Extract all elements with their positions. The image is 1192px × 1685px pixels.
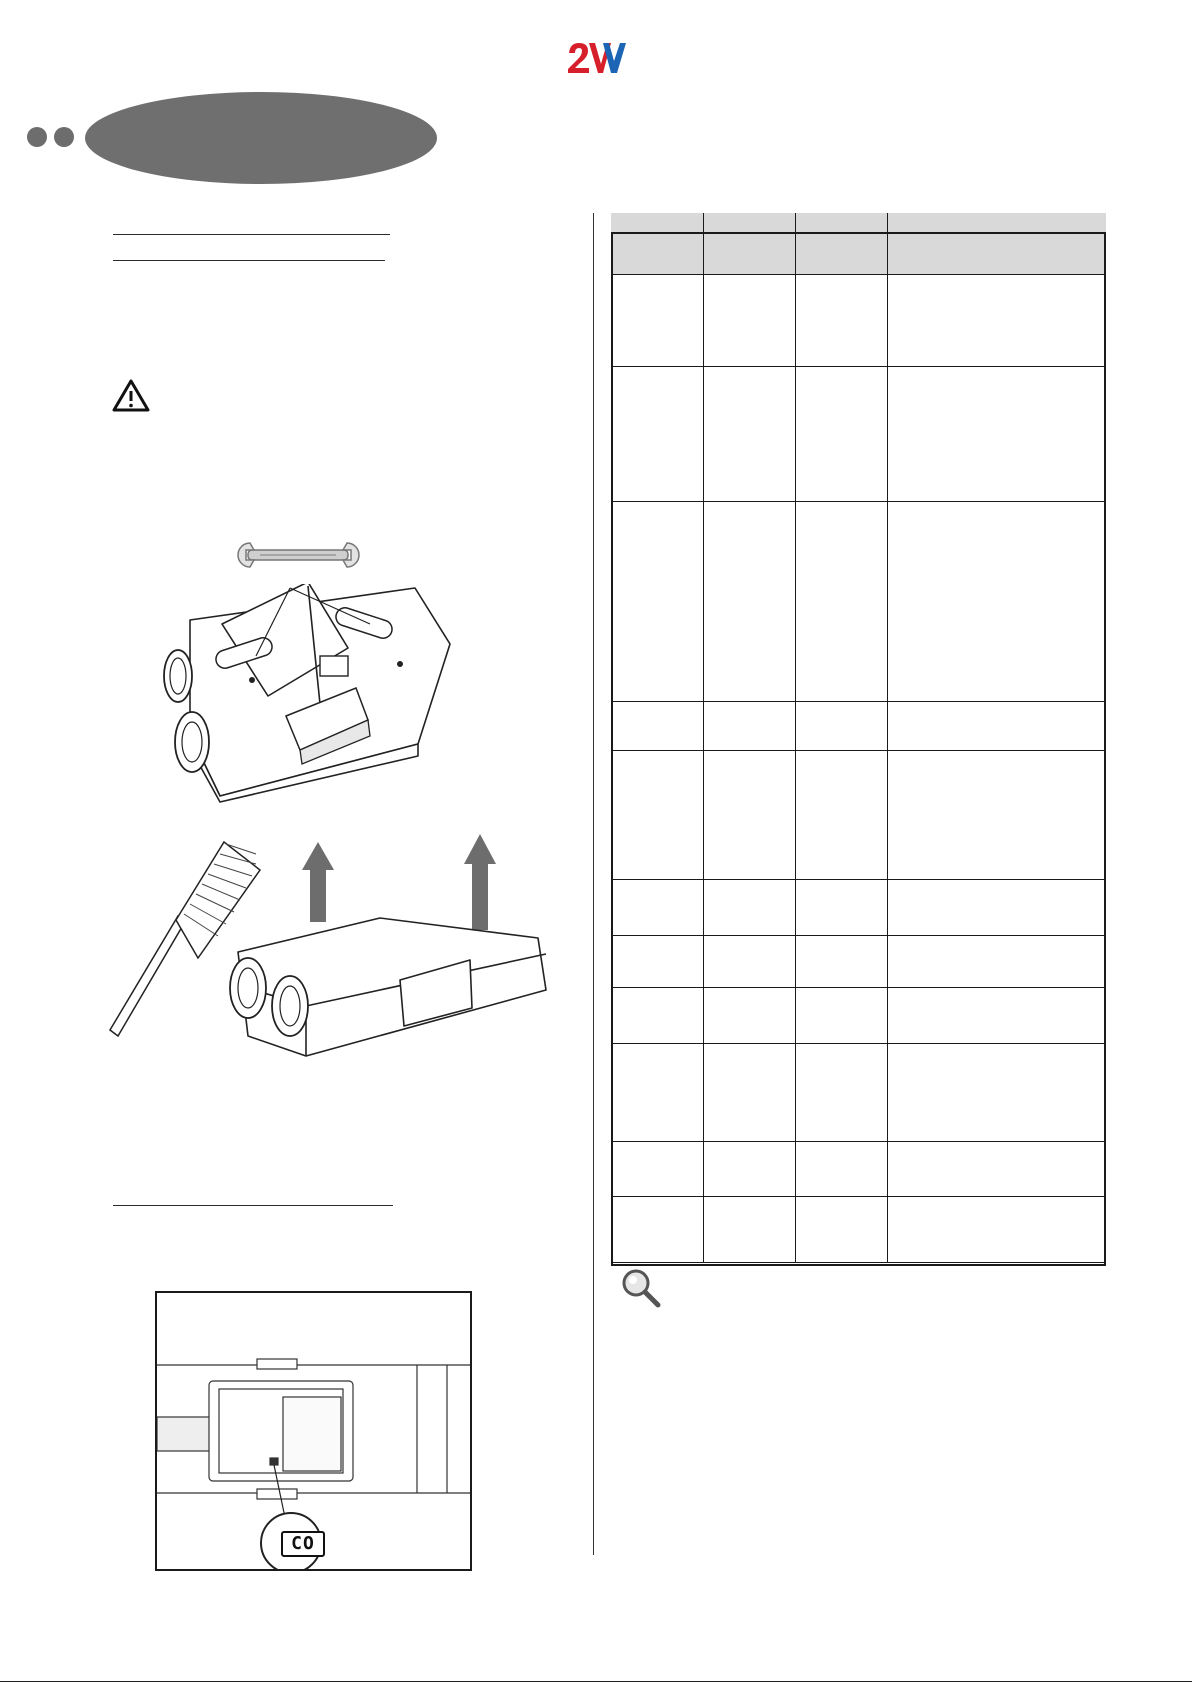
footer-rule bbox=[0, 1681, 1192, 1682]
table-cell bbox=[795, 274, 887, 366]
filter-cover-removal-figure bbox=[160, 584, 480, 804]
table-cell bbox=[795, 935, 887, 987]
section-2-rule bbox=[113, 1205, 393, 1206]
header-dot bbox=[27, 127, 47, 147]
table-cell bbox=[887, 879, 1106, 935]
magnifier-icon bbox=[620, 1268, 662, 1308]
table-cell bbox=[795, 1043, 887, 1141]
wrench-icon bbox=[230, 538, 367, 572]
table-cell bbox=[795, 750, 887, 879]
table-cell bbox=[887, 1141, 1106, 1196]
table-cell bbox=[703, 750, 795, 879]
table-cell bbox=[703, 274, 795, 366]
table-cell bbox=[887, 1196, 1106, 1262]
table-cell bbox=[703, 701, 795, 750]
section-title-oval bbox=[85, 92, 437, 184]
table-cell bbox=[887, 1043, 1106, 1141]
heading-rule bbox=[113, 234, 390, 235]
table-cell bbox=[703, 366, 795, 501]
table-cell bbox=[703, 935, 795, 987]
table-cell bbox=[795, 1196, 887, 1262]
display-location-figure bbox=[155, 1291, 472, 1571]
table-cell bbox=[703, 1043, 795, 1141]
column-divider bbox=[593, 213, 594, 1555]
table-cell bbox=[887, 274, 1106, 366]
table-cell bbox=[703, 987, 795, 1043]
table-cell bbox=[611, 366, 703, 501]
table-cell bbox=[611, 701, 703, 750]
table-cell bbox=[611, 987, 703, 1043]
table-cell bbox=[887, 501, 1106, 701]
table-cell bbox=[795, 1141, 887, 1196]
table-cell bbox=[795, 987, 887, 1043]
table-row-line bbox=[611, 1262, 1106, 1263]
table-cell bbox=[703, 879, 795, 935]
header-dot bbox=[54, 127, 74, 147]
brand-logo bbox=[566, 40, 626, 76]
table-cell bbox=[887, 935, 1106, 987]
table-cell bbox=[795, 701, 887, 750]
unit-top-view bbox=[157, 1293, 472, 1571]
table-cell bbox=[611, 1196, 703, 1262]
table-cell bbox=[703, 1196, 795, 1262]
table-top-band bbox=[611, 213, 1106, 232]
warning-triangle-icon bbox=[112, 378, 150, 412]
table-cell bbox=[611, 1141, 703, 1196]
heading-rule bbox=[113, 260, 385, 261]
table-cell bbox=[887, 750, 1106, 879]
filter-cleaning-figure bbox=[100, 830, 550, 1060]
display-code: CO bbox=[281, 1531, 325, 1557]
table-cell bbox=[887, 366, 1106, 501]
table-cell bbox=[887, 987, 1106, 1043]
table-cell bbox=[611, 935, 703, 987]
table-cell bbox=[611, 750, 703, 879]
table-cell bbox=[611, 501, 703, 701]
table-cell bbox=[887, 701, 1106, 750]
table-cell bbox=[703, 1141, 795, 1196]
table-cell bbox=[795, 501, 887, 701]
table-cell bbox=[611, 1043, 703, 1141]
table-cell bbox=[611, 879, 703, 935]
table-cell bbox=[795, 879, 887, 935]
data-table bbox=[611, 213, 1106, 1264]
table-cell bbox=[795, 366, 887, 501]
table-cell bbox=[703, 501, 795, 701]
table-cell bbox=[611, 274, 703, 366]
